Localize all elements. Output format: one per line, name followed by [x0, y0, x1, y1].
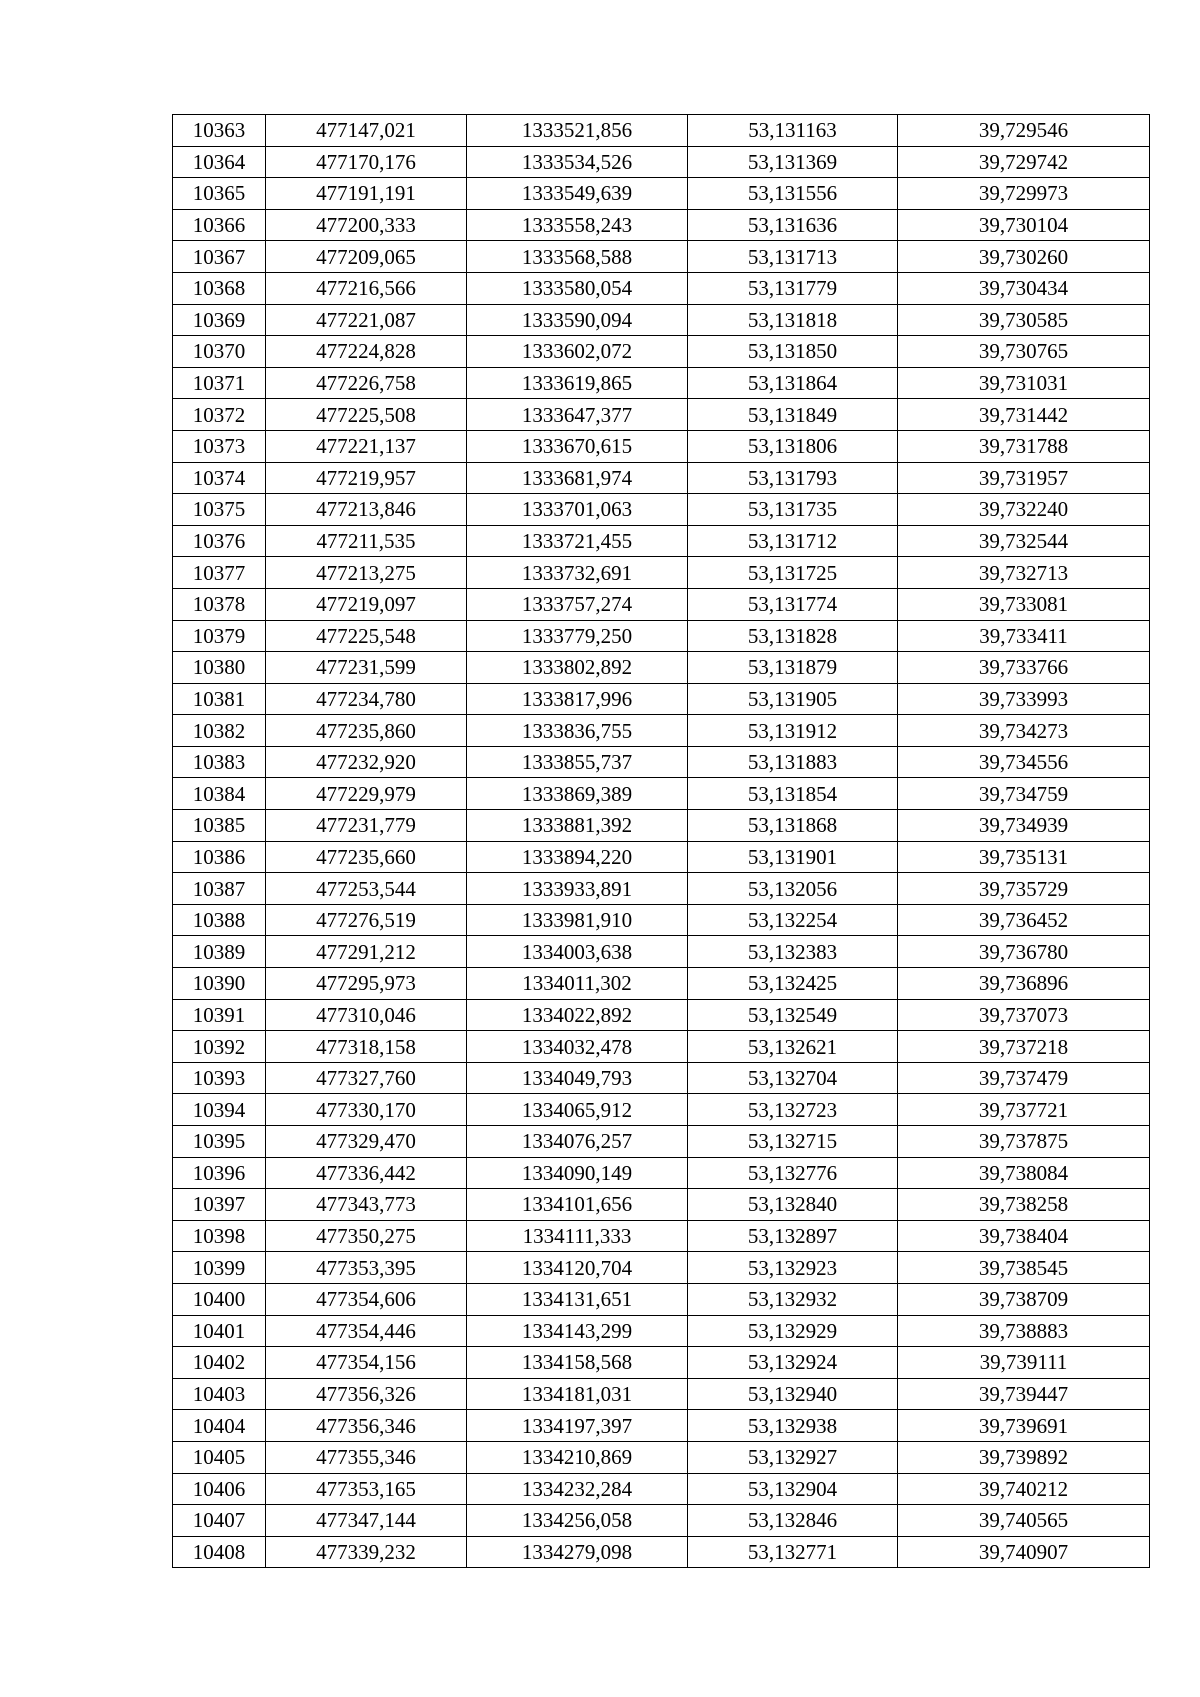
y-coordinate-cell: 1333836,755	[467, 715, 688, 747]
point-number-cell: 10378	[173, 588, 266, 620]
point-number-cell: 10400	[173, 1283, 266, 1315]
longitude-cell: 39,731442	[898, 399, 1150, 431]
x-coordinate-cell: 477225,508	[266, 399, 467, 431]
point-number-cell: 10380	[173, 652, 266, 684]
x-coordinate-cell: 477229,979	[266, 778, 467, 810]
y-coordinate-cell: 1333981,910	[467, 904, 688, 936]
latitude-cell: 53,132549	[688, 999, 898, 1031]
y-coordinate-cell: 1334279,098	[467, 1536, 688, 1568]
table-row	[173, 778, 1150, 810]
latitude-cell: 53,132938	[688, 1410, 898, 1442]
y-coordinate-cell: 1333802,892	[467, 652, 688, 684]
table-row	[173, 1347, 1150, 1379]
y-coordinate-cell: 1334076,257	[467, 1126, 688, 1158]
y-coordinate-cell: 1333602,072	[467, 336, 688, 368]
x-coordinate-cell: 477339,232	[266, 1536, 467, 1568]
table-row	[173, 1062, 1150, 1094]
y-coordinate-cell: 1333721,455	[467, 525, 688, 557]
x-coordinate-cell: 477221,137	[266, 430, 467, 462]
x-coordinate-cell: 477213,846	[266, 494, 467, 526]
point-number-cell: 10373	[173, 430, 266, 462]
point-number-cell: 10391	[173, 999, 266, 1031]
x-coordinate-cell: 477225,548	[266, 620, 467, 652]
longitude-cell: 39,730434	[898, 272, 1150, 304]
table-row	[173, 999, 1150, 1031]
latitude-cell: 53,131793	[688, 462, 898, 494]
table-row	[173, 904, 1150, 936]
table-row	[173, 146, 1150, 178]
point-number-cell: 10392	[173, 1031, 266, 1063]
longitude-cell: 39,738883	[898, 1315, 1150, 1347]
longitude-cell: 39,739111	[898, 1347, 1150, 1379]
latitude-cell: 53,131369	[688, 146, 898, 178]
longitude-cell: 39,737721	[898, 1094, 1150, 1126]
y-coordinate-cell: 1334049,793	[467, 1062, 688, 1094]
y-coordinate-cell: 1334120,704	[467, 1252, 688, 1284]
longitude-cell: 39,737875	[898, 1126, 1150, 1158]
latitude-cell: 53,132924	[688, 1347, 898, 1379]
point-number-cell: 10376	[173, 525, 266, 557]
point-number-cell: 10405	[173, 1441, 266, 1473]
y-coordinate-cell: 1333732,691	[467, 557, 688, 589]
y-coordinate-cell: 1334090,149	[467, 1157, 688, 1189]
latitude-cell: 53,131850	[688, 336, 898, 368]
y-coordinate-cell: 1333549,639	[467, 178, 688, 210]
table-row	[173, 272, 1150, 304]
longitude-cell: 39,740212	[898, 1473, 1150, 1505]
point-number-cell: 10388	[173, 904, 266, 936]
latitude-cell: 53,131774	[688, 588, 898, 620]
longitude-cell: 39,740907	[898, 1536, 1150, 1568]
latitude-cell: 53,132254	[688, 904, 898, 936]
x-coordinate-cell: 477200,333	[266, 209, 467, 241]
x-coordinate-cell: 477231,779	[266, 810, 467, 842]
y-coordinate-cell: 1334181,031	[467, 1378, 688, 1410]
x-coordinate-cell: 477213,275	[266, 557, 467, 589]
table-row	[173, 1189, 1150, 1221]
y-coordinate-cell: 1333670,615	[467, 430, 688, 462]
x-coordinate-cell: 477356,346	[266, 1410, 467, 1442]
y-coordinate-cell: 1334003,638	[467, 936, 688, 968]
longitude-cell: 39,729973	[898, 178, 1150, 210]
table-row	[173, 746, 1150, 778]
longitude-cell: 39,738258	[898, 1189, 1150, 1221]
point-number-cell: 10379	[173, 620, 266, 652]
point-number-cell: 10393	[173, 1062, 266, 1094]
longitude-cell: 39,735729	[898, 873, 1150, 905]
latitude-cell: 53,132776	[688, 1157, 898, 1189]
point-number-cell: 10363	[173, 115, 266, 147]
longitude-cell: 39,740565	[898, 1505, 1150, 1537]
latitude-cell: 53,131828	[688, 620, 898, 652]
latitude-cell: 53,132840	[688, 1189, 898, 1221]
latitude-cell: 53,131905	[688, 683, 898, 715]
longitude-cell: 39,736896	[898, 968, 1150, 1000]
x-coordinate-cell: 477221,087	[266, 304, 467, 336]
x-coordinate-cell: 477170,176	[266, 146, 467, 178]
longitude-cell: 39,733411	[898, 620, 1150, 652]
point-number-cell: 10374	[173, 462, 266, 494]
latitude-cell: 53,131712	[688, 525, 898, 557]
longitude-cell: 39,734273	[898, 715, 1150, 747]
longitude-cell: 39,738084	[898, 1157, 1150, 1189]
latitude-cell: 53,131725	[688, 557, 898, 589]
latitude-cell: 53,131901	[688, 841, 898, 873]
coordinates-table	[172, 114, 1150, 1568]
x-coordinate-cell: 477234,780	[266, 683, 467, 715]
y-coordinate-cell: 1334131,651	[467, 1283, 688, 1315]
table-row	[173, 1378, 1150, 1410]
longitude-cell: 39,731031	[898, 367, 1150, 399]
table-row	[173, 430, 1150, 462]
x-coordinate-cell: 477355,346	[266, 1441, 467, 1473]
table-row	[173, 1473, 1150, 1505]
x-coordinate-cell: 477347,144	[266, 1505, 467, 1537]
latitude-cell: 53,131818	[688, 304, 898, 336]
table-row	[173, 115, 1150, 147]
y-coordinate-cell: 1333619,865	[467, 367, 688, 399]
y-coordinate-cell: 1333779,250	[467, 620, 688, 652]
latitude-cell: 53,131864	[688, 367, 898, 399]
longitude-cell: 39,737218	[898, 1031, 1150, 1063]
table-row	[173, 1157, 1150, 1189]
point-number-cell: 10375	[173, 494, 266, 526]
table-row	[173, 336, 1150, 368]
longitude-cell: 39,738545	[898, 1252, 1150, 1284]
latitude-cell: 53,132932	[688, 1283, 898, 1315]
point-number-cell: 10365	[173, 178, 266, 210]
x-coordinate-cell: 477354,156	[266, 1347, 467, 1379]
table-row	[173, 873, 1150, 905]
longitude-cell: 39,737073	[898, 999, 1150, 1031]
longitude-cell: 39,730260	[898, 241, 1150, 273]
table-row	[173, 1441, 1150, 1473]
y-coordinate-cell: 1333568,588	[467, 241, 688, 273]
x-coordinate-cell: 477226,758	[266, 367, 467, 399]
table-row	[173, 209, 1150, 241]
longitude-cell: 39,729742	[898, 146, 1150, 178]
latitude-cell: 53,132927	[688, 1441, 898, 1473]
table-row	[173, 1252, 1150, 1284]
latitude-cell: 53,132715	[688, 1126, 898, 1158]
latitude-cell: 53,132897	[688, 1220, 898, 1252]
longitude-cell: 39,733766	[898, 652, 1150, 684]
table-row	[173, 1220, 1150, 1252]
x-coordinate-cell: 477147,021	[266, 115, 467, 147]
latitude-cell: 53,131854	[688, 778, 898, 810]
table-row	[173, 968, 1150, 1000]
y-coordinate-cell: 1333558,243	[467, 209, 688, 241]
x-coordinate-cell: 477209,065	[266, 241, 467, 273]
table-row	[173, 1315, 1150, 1347]
x-coordinate-cell: 477310,046	[266, 999, 467, 1031]
longitude-cell: 39,734759	[898, 778, 1150, 810]
x-coordinate-cell: 477295,973	[266, 968, 467, 1000]
y-coordinate-cell: 1334101,656	[467, 1189, 688, 1221]
longitude-cell: 39,732240	[898, 494, 1150, 526]
point-number-cell: 10386	[173, 841, 266, 873]
table-row	[173, 1126, 1150, 1158]
latitude-cell: 53,131912	[688, 715, 898, 747]
longitude-cell: 39,733081	[898, 588, 1150, 620]
y-coordinate-cell: 1333757,274	[467, 588, 688, 620]
point-number-cell: 10403	[173, 1378, 266, 1410]
point-number-cell: 10402	[173, 1347, 266, 1379]
y-coordinate-cell: 1333580,054	[467, 272, 688, 304]
point-number-cell: 10371	[173, 367, 266, 399]
longitude-cell: 39,730765	[898, 336, 1150, 368]
latitude-cell: 53,131868	[688, 810, 898, 842]
longitude-cell: 39,735131	[898, 841, 1150, 873]
table-row	[173, 494, 1150, 526]
longitude-cell: 39,732544	[898, 525, 1150, 557]
point-number-cell: 10377	[173, 557, 266, 589]
x-coordinate-cell: 477350,275	[266, 1220, 467, 1252]
latitude-cell: 53,132056	[688, 873, 898, 905]
x-coordinate-cell: 477235,660	[266, 841, 467, 873]
longitude-cell: 39,738709	[898, 1283, 1150, 1315]
x-coordinate-cell: 477224,828	[266, 336, 467, 368]
point-number-cell: 10396	[173, 1157, 266, 1189]
y-coordinate-cell: 1333894,220	[467, 841, 688, 873]
table-row	[173, 178, 1150, 210]
point-number-cell: 10369	[173, 304, 266, 336]
latitude-cell: 53,132929	[688, 1315, 898, 1347]
point-number-cell: 10398	[173, 1220, 266, 1252]
y-coordinate-cell: 1334143,299	[467, 1315, 688, 1347]
latitude-cell: 53,132621	[688, 1031, 898, 1063]
x-coordinate-cell: 477276,519	[266, 904, 467, 936]
x-coordinate-cell: 477232,920	[266, 746, 467, 778]
x-coordinate-cell: 477327,760	[266, 1062, 467, 1094]
table-row	[173, 1505, 1150, 1537]
latitude-cell: 53,132940	[688, 1378, 898, 1410]
table-row	[173, 652, 1150, 684]
y-coordinate-cell: 1334210,869	[467, 1441, 688, 1473]
table-row	[173, 588, 1150, 620]
x-coordinate-cell: 477354,606	[266, 1283, 467, 1315]
table-row	[173, 936, 1150, 968]
latitude-cell: 53,132704	[688, 1062, 898, 1094]
latitude-cell: 53,132771	[688, 1536, 898, 1568]
x-coordinate-cell: 477219,097	[266, 588, 467, 620]
point-number-cell: 10383	[173, 746, 266, 778]
y-coordinate-cell: 1333681,974	[467, 462, 688, 494]
longitude-cell: 39,732713	[898, 557, 1150, 589]
x-coordinate-cell: 477211,535	[266, 525, 467, 557]
y-coordinate-cell: 1333855,737	[467, 746, 688, 778]
longitude-cell: 39,733993	[898, 683, 1150, 715]
longitude-cell: 39,736780	[898, 936, 1150, 968]
x-coordinate-cell: 477235,860	[266, 715, 467, 747]
table-row	[173, 841, 1150, 873]
longitude-cell: 39,730104	[898, 209, 1150, 241]
table-row	[173, 241, 1150, 273]
point-number-cell: 10404	[173, 1410, 266, 1442]
longitude-cell: 39,739447	[898, 1378, 1150, 1410]
longitude-cell: 39,734556	[898, 746, 1150, 778]
x-coordinate-cell: 477191,191	[266, 178, 467, 210]
point-number-cell: 10406	[173, 1473, 266, 1505]
x-coordinate-cell: 477219,957	[266, 462, 467, 494]
table-row	[173, 557, 1150, 589]
y-coordinate-cell: 1333647,377	[467, 399, 688, 431]
table-row	[173, 304, 1150, 336]
longitude-cell: 39,739691	[898, 1410, 1150, 1442]
latitude-cell: 53,131806	[688, 430, 898, 462]
point-number-cell: 10407	[173, 1505, 266, 1537]
x-coordinate-cell: 477231,599	[266, 652, 467, 684]
table-row	[173, 462, 1150, 494]
y-coordinate-cell: 1333521,856	[467, 115, 688, 147]
latitude-cell: 53,131883	[688, 746, 898, 778]
latitude-cell: 53,131556	[688, 178, 898, 210]
point-number-cell: 10390	[173, 968, 266, 1000]
y-coordinate-cell: 1333534,526	[467, 146, 688, 178]
latitude-cell: 53,132425	[688, 968, 898, 1000]
coordinates-table-body	[173, 115, 1150, 1568]
longitude-cell: 39,730585	[898, 304, 1150, 336]
point-number-cell: 10385	[173, 810, 266, 842]
table-row	[173, 715, 1150, 747]
longitude-cell: 39,731957	[898, 462, 1150, 494]
longitude-cell: 39,729546	[898, 115, 1150, 147]
latitude-cell: 53,132383	[688, 936, 898, 968]
point-number-cell: 10366	[173, 209, 266, 241]
y-coordinate-cell: 1334065,912	[467, 1094, 688, 1126]
y-coordinate-cell: 1333590,094	[467, 304, 688, 336]
y-coordinate-cell: 1334111,333	[467, 1220, 688, 1252]
point-number-cell: 10389	[173, 936, 266, 968]
point-number-cell: 10399	[173, 1252, 266, 1284]
x-coordinate-cell: 477330,170	[266, 1094, 467, 1126]
y-coordinate-cell: 1334158,568	[467, 1347, 688, 1379]
table-row	[173, 1283, 1150, 1315]
x-coordinate-cell: 477343,773	[266, 1189, 467, 1221]
latitude-cell: 53,132923	[688, 1252, 898, 1284]
point-number-cell: 10408	[173, 1536, 266, 1568]
table-row	[173, 1031, 1150, 1063]
point-number-cell: 10401	[173, 1315, 266, 1347]
table-row	[173, 1094, 1150, 1126]
y-coordinate-cell: 1333881,392	[467, 810, 688, 842]
longitude-cell: 39,736452	[898, 904, 1150, 936]
x-coordinate-cell: 477291,212	[266, 936, 467, 968]
x-coordinate-cell: 477216,566	[266, 272, 467, 304]
y-coordinate-cell: 1334232,284	[467, 1473, 688, 1505]
point-number-cell: 10387	[173, 873, 266, 905]
point-number-cell: 10370	[173, 336, 266, 368]
table-row	[173, 1410, 1150, 1442]
point-number-cell: 10394	[173, 1094, 266, 1126]
x-coordinate-cell: 477353,165	[266, 1473, 467, 1505]
latitude-cell: 53,131636	[688, 209, 898, 241]
latitude-cell: 53,131713	[688, 241, 898, 273]
longitude-cell: 39,734939	[898, 810, 1150, 842]
table-row	[173, 810, 1150, 842]
table-row	[173, 1536, 1150, 1568]
point-number-cell: 10372	[173, 399, 266, 431]
x-coordinate-cell: 477353,395	[266, 1252, 467, 1284]
latitude-cell: 53,131779	[688, 272, 898, 304]
x-coordinate-cell: 477329,470	[266, 1126, 467, 1158]
latitude-cell: 53,132846	[688, 1505, 898, 1537]
x-coordinate-cell: 477253,544	[266, 873, 467, 905]
y-coordinate-cell: 1333817,996	[467, 683, 688, 715]
table-row	[173, 620, 1150, 652]
y-coordinate-cell: 1334197,397	[467, 1410, 688, 1442]
latitude-cell: 53,132723	[688, 1094, 898, 1126]
x-coordinate-cell: 477356,326	[266, 1378, 467, 1410]
y-coordinate-cell: 1333701,063	[467, 494, 688, 526]
y-coordinate-cell: 1333869,389	[467, 778, 688, 810]
x-coordinate-cell: 477336,442	[266, 1157, 467, 1189]
x-coordinate-cell: 477354,446	[266, 1315, 467, 1347]
y-coordinate-cell: 1333933,891	[467, 873, 688, 905]
point-number-cell: 10367	[173, 241, 266, 273]
point-number-cell: 10382	[173, 715, 266, 747]
latitude-cell: 53,131849	[688, 399, 898, 431]
latitude-cell: 53,131879	[688, 652, 898, 684]
table-row	[173, 399, 1150, 431]
y-coordinate-cell: 1334032,478	[467, 1031, 688, 1063]
point-number-cell: 10381	[173, 683, 266, 715]
point-number-cell: 10364	[173, 146, 266, 178]
y-coordinate-cell: 1334256,058	[467, 1505, 688, 1537]
y-coordinate-cell: 1334011,302	[467, 968, 688, 1000]
latitude-cell: 53,132904	[688, 1473, 898, 1505]
x-coordinate-cell: 477318,158	[266, 1031, 467, 1063]
longitude-cell: 39,738404	[898, 1220, 1150, 1252]
y-coordinate-cell: 1334022,892	[467, 999, 688, 1031]
point-number-cell: 10384	[173, 778, 266, 810]
latitude-cell: 53,131163	[688, 115, 898, 147]
table-row	[173, 683, 1150, 715]
point-number-cell: 10397	[173, 1189, 266, 1221]
longitude-cell: 39,739892	[898, 1441, 1150, 1473]
table-row	[173, 367, 1150, 399]
latitude-cell: 53,131735	[688, 494, 898, 526]
point-number-cell: 10368	[173, 272, 266, 304]
table-row	[173, 525, 1150, 557]
longitude-cell: 39,731788	[898, 430, 1150, 462]
longitude-cell: 39,737479	[898, 1062, 1150, 1094]
point-number-cell: 10395	[173, 1126, 266, 1158]
